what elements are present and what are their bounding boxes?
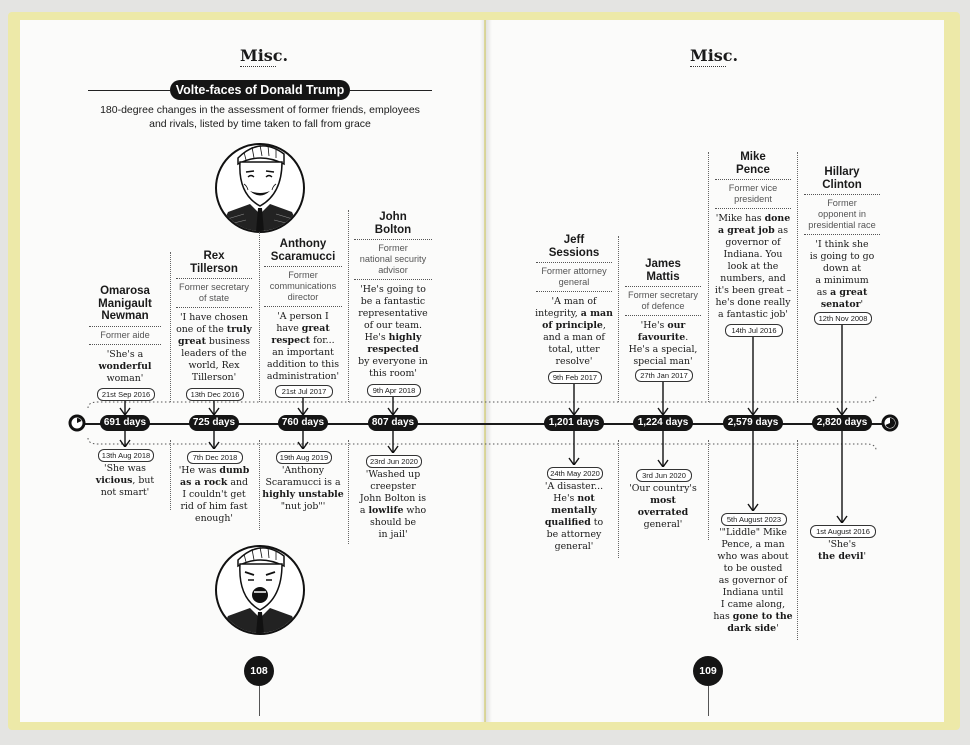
header-underline [240, 66, 276, 67]
quote-before: 'He's our favourite. He's a special, special man' [628, 320, 698, 367]
date-before: 27th Jan 2017 [635, 369, 693, 382]
date-before: 21st Sep 2016 [97, 388, 155, 401]
arrow-down-icon [747, 431, 759, 511]
person-role: Former attorney general [541, 266, 607, 287]
quote-after: 'He was dumb as a rock and I couldn't get rid of him fast enough' [178, 465, 250, 524]
arrow-down-icon [297, 431, 309, 449]
name-divider [176, 278, 252, 279]
role-divider [176, 307, 252, 308]
arrow-down-icon [836, 325, 848, 415]
quote-after: 'Anthony Scaramucci is a highly unstable "nut job"' [262, 465, 344, 512]
title-rule-left [88, 90, 170, 91]
arrow-down-icon [119, 401, 131, 415]
page-number-line [708, 686, 709, 716]
arrow-down-icon [208, 431, 220, 449]
quote-before: 'A person I have great respect for... an important addition to this administration' [266, 311, 340, 382]
title-rule-right [350, 90, 432, 91]
name-divider [804, 194, 880, 195]
name-divider [354, 239, 432, 240]
arrow-down-icon [568, 384, 580, 415]
role-divider [89, 344, 161, 345]
page-number-line [259, 686, 260, 716]
role-divider [264, 306, 342, 307]
role-divider [804, 234, 880, 235]
quote-after: 'Our country's most overrated general' [629, 483, 697, 530]
days-count: 1,201 days [544, 415, 604, 431]
role-divider [625, 315, 701, 316]
person-role: Former secretary of defence [628, 290, 698, 311]
date-before: 9th Apr 2018 [367, 384, 421, 397]
trump-shouting-face-icon [214, 536, 306, 636]
quote-after: 'Washed up creepster John Bolton is a lowlife who should be in jail' [359, 469, 427, 540]
date-after: 19th Aug 2019 [276, 451, 332, 464]
date-after: 3rd Jun 2020 [636, 469, 692, 482]
days-count: 1,224 days [633, 415, 693, 431]
days-count: 725 days [189, 415, 239, 431]
date-before: 14th Jul 2016 [725, 324, 783, 337]
arrow-down-icon [387, 431, 399, 453]
person-name: John Bolton [374, 211, 412, 236]
date-before: 9th Feb 2017 [548, 371, 602, 384]
arrow-down-icon [747, 337, 759, 415]
quote-before: 'Mike has done a great job as governor of Indiana. You look at the numbers, and it's been great – he's done really a fantastic job' [714, 213, 792, 320]
name-divider [715, 179, 791, 180]
role-divider [715, 208, 791, 209]
date-after: 24th May 2020 [547, 467, 603, 480]
right-section-header: Misc. [690, 46, 739, 65]
quote-before: 'I have chosen one of the truly great business leaders of the world, Rex Tillerson' [176, 312, 252, 383]
date-after: 5th August 2023 [721, 513, 787, 526]
arrow-down-icon [657, 382, 669, 415]
quote-after: 'She was vicious, but not smart' [95, 463, 155, 498]
quote-before: 'I think she is going to go down at a minimum as a great senator' [809, 239, 875, 310]
name-divider [264, 266, 342, 267]
column-separator [708, 440, 709, 540]
quote-after: 'A disaster... He's not mentally qualified to be attorney general' [544, 481, 604, 552]
role-divider [354, 279, 432, 280]
person-role: Former national security advisor [359, 243, 427, 275]
name-divider [625, 286, 701, 287]
days-count: 807 days [368, 415, 418, 431]
book-gutter [480, 20, 492, 722]
person-name: James Mattis [645, 258, 681, 283]
person-role: Former aide [100, 329, 150, 340]
date-after: 7th Dec 2018 [187, 451, 243, 464]
arrow-down-icon [387, 397, 399, 415]
left-section-header: Misc. [240, 46, 289, 65]
date-after: 1st August 2016 [810, 525, 876, 538]
header-underline [690, 66, 726, 67]
person-name: Omarosa Manigault Newman [98, 285, 152, 322]
quote-before: 'He's going to be a fantastic representative of our team. He's highly respected by everyone in this room' [358, 284, 428, 379]
date-before: 12th Nov 2008 [814, 312, 872, 325]
person-role: Former secretary of state [179, 282, 249, 303]
days-count: 2,820 days [812, 415, 872, 431]
column-separator [618, 236, 619, 402]
person-name: Hillary Clinton [822, 166, 862, 191]
date-after: 23rd Jun 2020 [366, 455, 422, 468]
days-count: 760 days [278, 415, 328, 431]
arrow-down-icon [297, 398, 309, 415]
person-name: Rex Tillerson [190, 250, 238, 275]
subtitle-line: and rivals, listed by time taken to fall from grace [149, 118, 371, 130]
person-name: Anthony Scaramucci [270, 238, 336, 263]
person-role: Former vice president [728, 183, 778, 204]
quote-after: '"Liddle" Mike Pence, a man who was about to be ousted as governor of Indiana until I came along, has gone to the dark side' [713, 527, 793, 634]
role-divider [536, 291, 612, 292]
arrow-down-icon [836, 431, 848, 523]
page-title: Volte-faces of Donald Trump [170, 80, 350, 100]
quote-before: 'A man of integrity, a man of principle, and a man of total, utter resolve' [535, 296, 613, 367]
name-divider [536, 262, 612, 263]
subtitle-line: 180-degree changes in the assessment of former friends, employees [100, 104, 420, 116]
person-name: Jeff Sessions [548, 234, 600, 259]
days-count: 2,579 days [723, 415, 783, 431]
date-before: 21st Jul 2017 [275, 385, 333, 398]
arrow-down-icon [568, 431, 580, 465]
subtitle [80, 103, 440, 131]
arrow-down-icon [208, 401, 220, 415]
page-number-left: 108 [244, 656, 274, 686]
page-number-right: 109 [693, 656, 723, 686]
person-name: Mike Pence [736, 151, 770, 176]
quote-before: 'She's a wonderful woman' [98, 348, 152, 384]
person-role: Former communications director [269, 270, 337, 302]
name-divider [89, 326, 161, 327]
date-before: 13th Dec 2016 [186, 388, 244, 401]
person-role: Former opponent in presidential race [808, 198, 876, 230]
days-count: 691 days [100, 415, 150, 431]
date-after: 13th Aug 2018 [98, 449, 154, 462]
trump-smiling-face-icon [214, 134, 306, 234]
arrow-down-icon [119, 431, 131, 447]
quote-after: 'She's the devil' [817, 539, 867, 562]
arrow-down-icon [657, 431, 669, 467]
